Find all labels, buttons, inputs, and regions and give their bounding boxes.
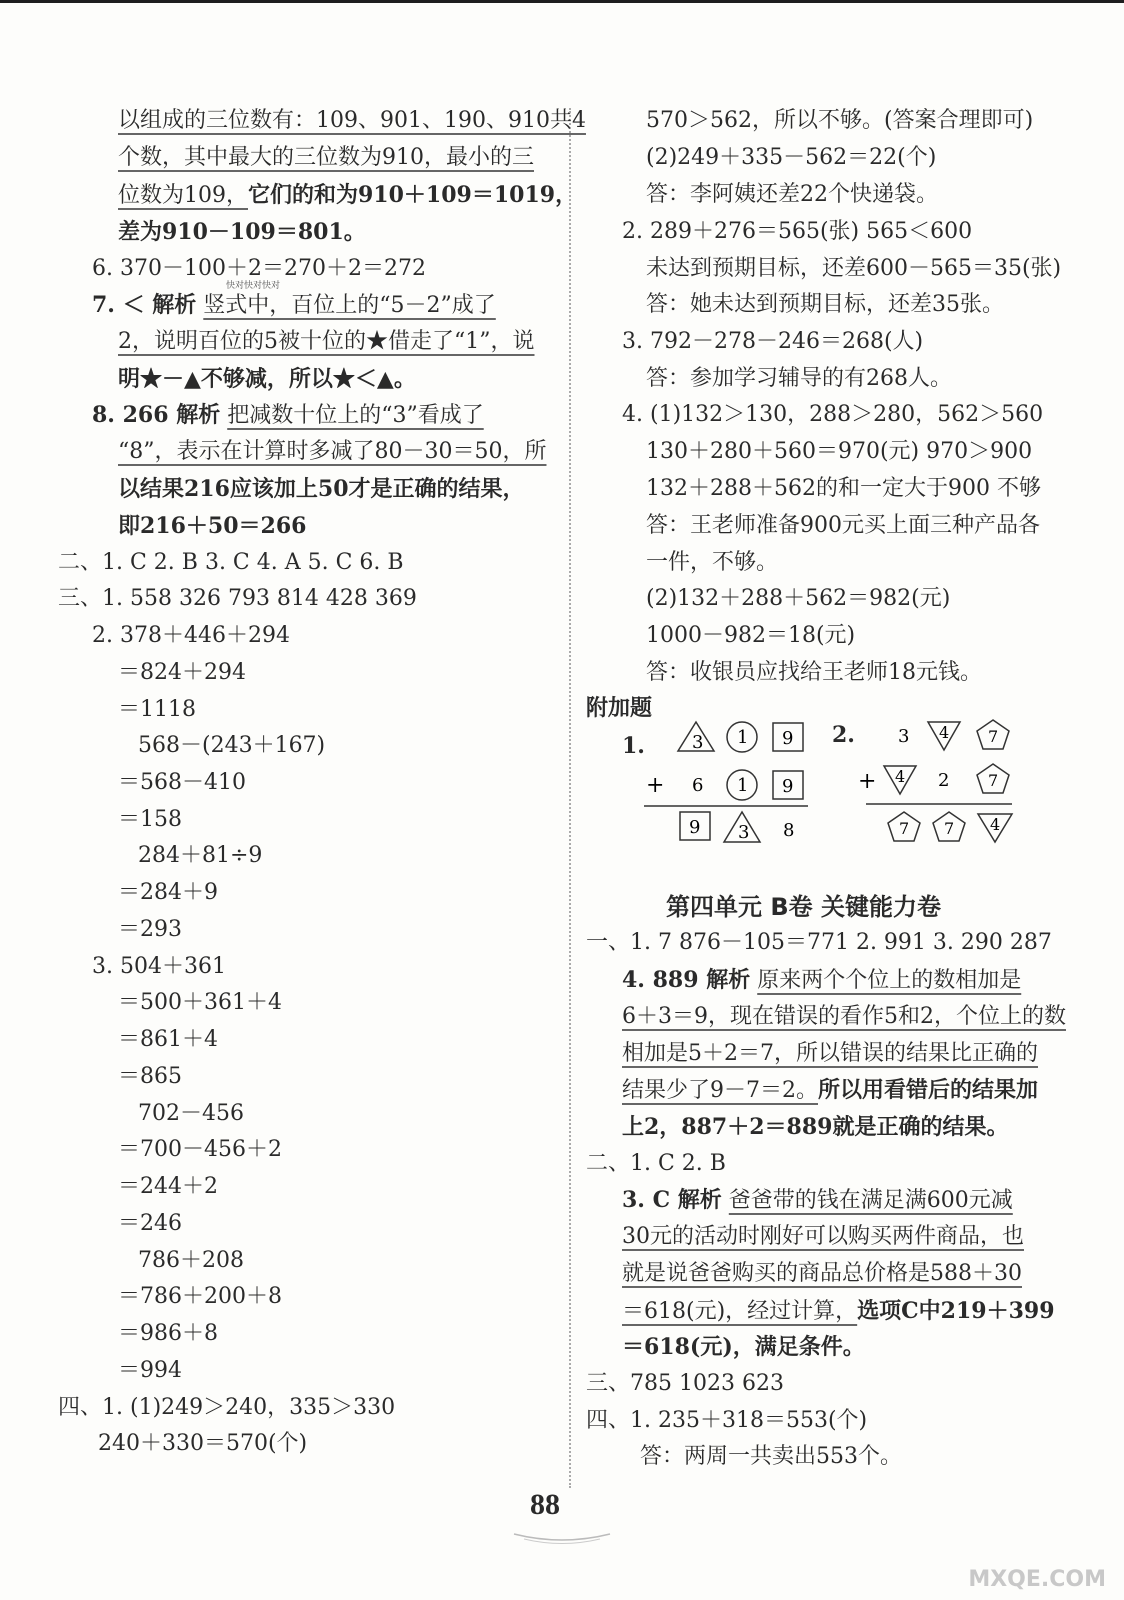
p1-r2-c2: 1 bbox=[737, 775, 749, 796]
left-line-21: 284＋81÷9 bbox=[138, 843, 263, 868]
left-line-35: ＝994 bbox=[118, 1358, 182, 1383]
left-line-9 bbox=[92, 400, 484, 431]
right-line-2: (2)249＋335－562＝22(个) bbox=[646, 145, 937, 170]
section-title: 第四单元 B卷 关键能力卷 bbox=[666, 893, 942, 921]
page-number: 88 bbox=[530, 1488, 560, 1521]
top-rule bbox=[0, 0, 1124, 3]
right-line-14: (2)132＋288＋562＝982(元) bbox=[646, 586, 951, 611]
right-s1: 一、1. 7 876－105＝771 2. 991 3. 290 287 bbox=[586, 930, 1052, 955]
left-line-13: 二、1. C 2. B 3. C 4. A 5. C 6. B bbox=[58, 550, 404, 575]
right-line-10: 130＋280＋560＝970(元) 970＞900 bbox=[646, 439, 1033, 464]
right-line-11: 132＋288＋562的和一定大于900 不够 bbox=[646, 476, 1041, 501]
right-line-16: 答：收银员应找给王老师18元钱。 bbox=[646, 660, 982, 685]
left-line-24: 3. 504＋361 bbox=[92, 954, 226, 979]
left-line-30: ＝244＋2 bbox=[118, 1174, 218, 1199]
p2-r2-c3: 7 bbox=[988, 771, 999, 790]
right-line-6: 答：她未达到预期目标，还差35张。 bbox=[646, 292, 1004, 317]
right-s2b: 原来两个个位上的数相加是 bbox=[757, 968, 1022, 993]
left-line-12: 即216＋50＝266 bbox=[118, 513, 307, 539]
left-line-6 bbox=[92, 290, 496, 321]
left-line-11: 以结果216应该加上50才是正确的结果， bbox=[118, 476, 525, 502]
p2-r1-c3: 7 bbox=[988, 727, 999, 746]
extra-title: 附加题 bbox=[586, 696, 653, 721]
p2-r1-c2: 4 bbox=[939, 723, 950, 742]
p1-r3-c2: 3 bbox=[738, 822, 750, 843]
p2-r2-c2: 2 bbox=[938, 770, 950, 791]
right-s14: 四、1. 235＋318＝553(个) bbox=[586, 1408, 868, 1433]
right-s7: 二、1. C 2. B bbox=[586, 1151, 726, 1176]
right-s9: 30元的活动时刚好可以购买两件商品，也 bbox=[622, 1224, 1024, 1249]
left-line-34: ＝986＋8 bbox=[118, 1321, 218, 1346]
stamp-note: 快对快对快对 bbox=[226, 281, 281, 291]
left-line-4: 差为910－109＝801。 bbox=[118, 219, 366, 245]
p2-r3-c3: 4 bbox=[990, 815, 1001, 834]
right-s11b: 选项C中219＋399 bbox=[857, 1298, 1055, 1324]
left-line-26: ＝861＋4 bbox=[118, 1027, 218, 1052]
left-line-25: ＝500＋361＋4 bbox=[118, 990, 282, 1015]
right-s4: 相加是5＋2＝7，所以错误的结果比正确的 bbox=[622, 1041, 1038, 1066]
left-line-36: 四、1. (1)249＞240，335＞330 bbox=[58, 1395, 396, 1420]
left-line-29: ＝700－456＋2 bbox=[118, 1137, 282, 1162]
left-line-37: 240＋330＝570(个) bbox=[98, 1431, 308, 1456]
left-line-6a: 7. ＜ 解析 bbox=[92, 292, 197, 318]
left-line-15: 2. 378＋446＋294 bbox=[92, 623, 290, 648]
right-s5 bbox=[622, 1075, 1038, 1106]
left-line-9b: 把减数十位上的“3”看成了 bbox=[227, 403, 484, 428]
left-line-17: ＝1118 bbox=[118, 697, 196, 722]
left-line-28: 702－456 bbox=[138, 1101, 244, 1126]
left-line-19: ＝568－410 bbox=[118, 770, 246, 795]
puzzle-1-label: 1. bbox=[622, 733, 645, 759]
right-line-1: 570＞562，所以不够。(答案合理即可) bbox=[646, 108, 1034, 133]
puzzle-1-figure bbox=[640, 720, 820, 855]
left-line-33: ＝786＋200＋8 bbox=[118, 1284, 282, 1309]
left-line-31: ＝246 bbox=[118, 1211, 182, 1236]
right-line-5: 未达到预期目标，还差600－565＝35(张) bbox=[646, 256, 1062, 281]
right-s10: 就是说爸爸购买的商品总价格是588＋30 bbox=[622, 1261, 1022, 1286]
page-ornament bbox=[512, 1530, 612, 1544]
watermark: MXQE.COM bbox=[968, 1567, 1106, 1592]
left-line-1: 以组成的三位数有：109、901、190、910共4 bbox=[118, 108, 586, 133]
left-line-22: ＝284＋9 bbox=[118, 880, 218, 905]
right-line-8: 答：参加学习辅导的有268人。 bbox=[646, 366, 952, 391]
left-line-9a: 8. 266 解析 bbox=[92, 402, 221, 428]
right-line-13: 一件，不够。 bbox=[646, 550, 779, 575]
p1-r2-c1: 6 bbox=[692, 775, 704, 796]
left-line-27: ＝865 bbox=[118, 1064, 182, 1089]
left-line-16: ＝824＋294 bbox=[118, 660, 246, 685]
plus-sign: + bbox=[646, 773, 665, 798]
right-line-4: 2. 289＋276＝565(张) 565＜600 bbox=[622, 219, 973, 244]
left-line-18: 568－(243＋167) bbox=[138, 733, 326, 758]
left-line-5: 6. 370－100＋2＝270＋2＝272 bbox=[92, 256, 426, 281]
right-s11 bbox=[622, 1296, 1055, 1327]
left-line-23: ＝293 bbox=[118, 917, 182, 942]
left-line-6b: 竖式中，百位上的“5－2”成了 bbox=[203, 293, 496, 318]
left-line-2: 个数，其中最大的三位数为910，最小的三 bbox=[118, 145, 534, 170]
left-line-8: 明★－▲不够减，所以★＜▲。 bbox=[118, 366, 416, 392]
p1-r1-c2: 1 bbox=[737, 727, 749, 748]
right-s8b: 爸爸带的钱在满足满600元减 bbox=[728, 1188, 1013, 1213]
p1-r1-c1: 3 bbox=[692, 732, 704, 753]
column-divider bbox=[569, 108, 571, 1488]
left-line-32: 786＋208 bbox=[138, 1248, 244, 1273]
left-line-3b: 它们的和为910＋109＝1019， bbox=[248, 182, 578, 208]
right-line-9: 4. (1)132＞130，288＞280，562＞560 bbox=[622, 402, 1044, 427]
right-s5a: 结果少了9－7＝2。 bbox=[622, 1078, 818, 1103]
left-line-3a: 位数为109， bbox=[118, 183, 248, 208]
p1-r3-c1: 9 bbox=[689, 817, 701, 838]
right-s8a: 3. C 解析 bbox=[622, 1187, 722, 1213]
right-line-3: 答：李阿姨还差22个快递袋。 bbox=[646, 182, 938, 207]
left-line-20: ＝158 bbox=[118, 807, 182, 832]
left-line-10: “8”，表示在计算时多减了80－30＝50，所 bbox=[118, 439, 547, 464]
right-line-15: 1000－982＝18(元) bbox=[646, 623, 856, 648]
right-line-7: 3. 792－278－246＝268(人) bbox=[622, 329, 924, 354]
right-line-12: 答：王老师准备900元买上面三种产品各 bbox=[646, 513, 1040, 538]
right-s13: 三、785 1023 623 bbox=[586, 1371, 784, 1396]
right-s2a: 4. 889 解析 bbox=[622, 967, 751, 993]
right-s8 bbox=[622, 1185, 1013, 1216]
puzzle-2-figure bbox=[856, 716, 1026, 851]
plus-sign: + bbox=[858, 769, 877, 794]
right-s15: 答：两周一共卖出553个。 bbox=[640, 1444, 902, 1469]
left-line-3 bbox=[118, 180, 577, 211]
right-s2 bbox=[622, 965, 1021, 996]
p1-r3-c3: 8 bbox=[783, 820, 795, 841]
right-s6: 上2，887＋2＝889就是正确的结果。 bbox=[622, 1114, 1009, 1140]
p2-r2-c1: 4 bbox=[895, 767, 906, 786]
p1-r2-c3: 9 bbox=[782, 776, 794, 797]
left-line-7: 2，说明百位的5被十位的★借走了“1”，说 bbox=[118, 329, 535, 354]
right-s5b: 所以用看错后的结果加 bbox=[818, 1077, 1039, 1103]
right-s12: ＝618(元)，满足条件。 bbox=[622, 1334, 865, 1360]
p2-r3-c2: 7 bbox=[944, 819, 955, 838]
p2-r3-c1: 7 bbox=[899, 819, 910, 838]
left-line-14: 三、1. 558 326 793 814 428 369 bbox=[58, 586, 417, 611]
right-s3: 6＋3＝9，现在错误的看作5和2，个位上的数 bbox=[622, 1004, 1066, 1029]
p1-r1-c3: 9 bbox=[782, 728, 794, 749]
right-s11a: ＝618(元)，经过计算， bbox=[622, 1299, 858, 1324]
puzzle-2-label: 2. bbox=[832, 722, 855, 748]
p2-r1-c1: 3 bbox=[898, 726, 910, 747]
